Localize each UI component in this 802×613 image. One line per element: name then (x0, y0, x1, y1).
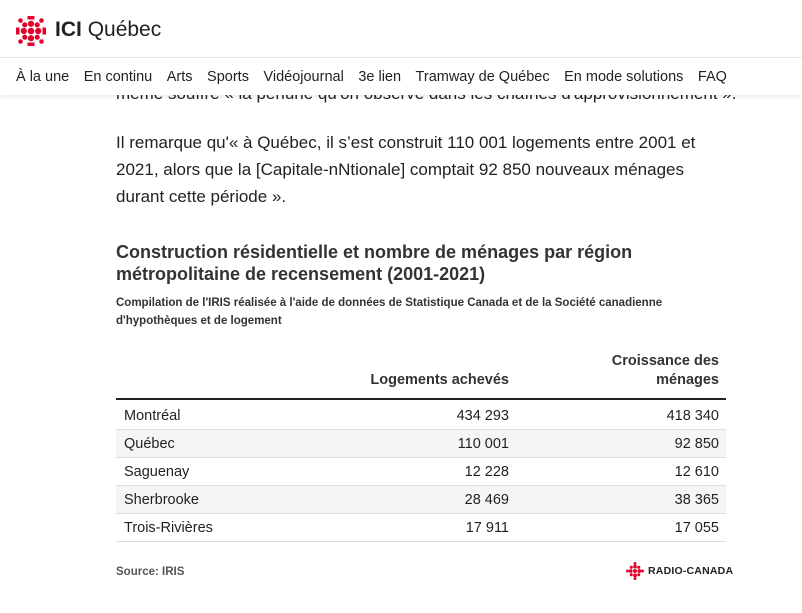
radio-canada-logo (626, 562, 733, 580)
site-header (0, 0, 802, 95)
nav-item-faq[interactable]: FAQ (697, 68, 727, 85)
nav-item-tramway[interactable]: Tramway de Québec (415, 68, 550, 85)
table-row (116, 430, 726, 458)
row-region-name: Saguenay (124, 464, 190, 480)
table-row (116, 514, 726, 542)
main-nav (0, 58, 802, 95)
table-source: Source: IRIS (116, 566, 185, 578)
table-row (116, 402, 726, 430)
nav-item-sports[interactable]: Sports (207, 68, 249, 85)
nav-item-en-mode-solutions[interactable]: En mode solutions (564, 68, 684, 85)
article-paragraph: Il remarque qu'« à Québec, il s’est construit 110 001 logements entre 2001 et 2021, alors que la [Capitale-nNtionale] comptait 92 850 nouveaux ménages durant cette période ». (116, 133, 696, 206)
row-logements-value: 110 001 (457, 436, 509, 452)
row-logements-value: 12 228 (464, 464, 509, 480)
row-logements-value: 17 911 (465, 520, 509, 536)
radio-canada-gem-small-icon (626, 562, 644, 580)
row-logements-value: 434 293 (456, 408, 509, 424)
row-menages-value: 12 610 (674, 464, 719, 480)
row-region-name: Trois-Rivières (124, 520, 213, 536)
table-row (116, 458, 726, 486)
table-subtitle: Compilation de l'IRIS réalisée à l'aide de données de Statistique Canada et de la Société canadienne d'hypothèques et de logement (116, 297, 663, 327)
radio-canada-logo-text: RADIO-CANADA (648, 565, 734, 577)
row-logements-value: 28 469 (464, 492, 509, 508)
radio-canada-gem-icon[interactable] (16, 16, 46, 46)
column-header-logements: Logements achevés (370, 372, 509, 388)
row-menages-value: 92 850 (674, 436, 719, 452)
site-brand[interactable] (55, 18, 161, 42)
table-row (116, 486, 726, 514)
table-body (116, 402, 726, 542)
nav-item-videojournal[interactable]: Vidéojournal (263, 68, 344, 85)
column-header-menages: Croissance des ménages (611, 353, 719, 388)
nav-item-en-continu[interactable]: En continu (83, 68, 153, 85)
brand-ici: ICI (55, 18, 82, 41)
table-title: Construction résidentielle et nombre de ménages par région métropolitaine de recensement (2001-2021) (116, 242, 633, 284)
row-menages-value: 418 340 (666, 408, 719, 424)
table-header (116, 353, 726, 400)
nav-item-3e-lien[interactable]: 3e lien (358, 68, 402, 85)
brand-region: Québec (87, 18, 162, 41)
nav-item-a-la-une[interactable]: À la une (16, 68, 70, 85)
topbar (0, 0, 802, 58)
nav-item-arts[interactable]: Arts (166, 68, 193, 85)
row-region-name: Montréal (124, 408, 181, 424)
row-region-name: Sherbrooke (124, 492, 199, 508)
row-region-name: Québec (124, 436, 175, 452)
row-menages-value: 38 365 (674, 492, 719, 508)
row-menages-value: 17 055 (674, 520, 719, 536)
